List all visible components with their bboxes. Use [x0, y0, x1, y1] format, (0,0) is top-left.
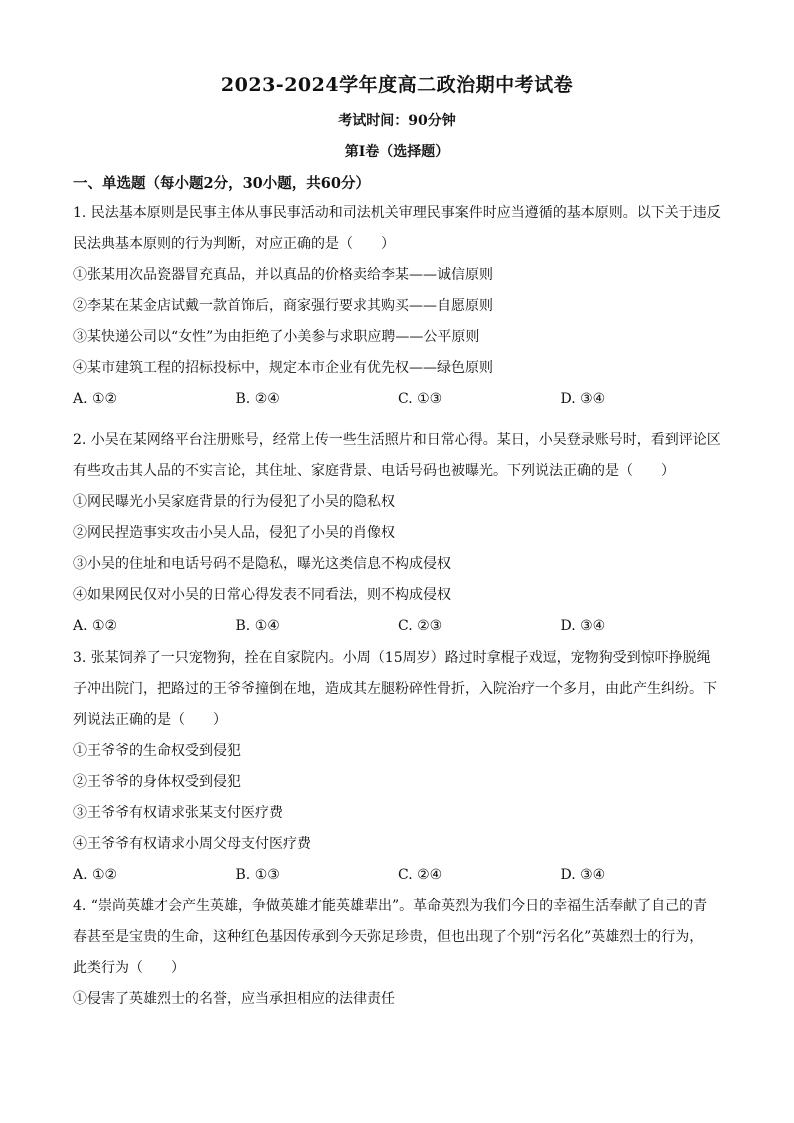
option-c[interactable]: C. ①③ [398, 391, 443, 407]
answer-options [73, 611, 723, 642]
question-stem-line: 4. “崇尚英雄才会产生英雄，争做英雄才能英雄辈出”。革命英烈为我们今日的幸福生活奉献了自己的青 [73, 898, 708, 914]
exam-title: 2023-2024学年度高二政治期中考试卷 [220, 74, 574, 96]
question-stem-line: 子冲出院门，把路过的王爷爷撞倒在地，造成其左腿粉碎性骨折，入院治疗一个多月，由此产生纠纷。下 [73, 681, 717, 697]
option-c[interactable]: C. ②④ [398, 867, 443, 883]
option-b[interactable]: B. ②④ [235, 391, 280, 407]
option-d[interactable]: D. ③④ [560, 867, 606, 883]
answer-options [73, 860, 723, 891]
statement: ④如果网民仅对小吴的日常心得发表不同看法，则不构成侵权 [73, 587, 451, 603]
question-stem-line: 2. 小吴在某网络平台注册账号，经常上传一些生活照片和日常心得。某日，小吴登录账号时，看到评论区 [73, 432, 721, 448]
option-a[interactable]: A. ①② [73, 391, 118, 407]
exam-time: 考试时间：90分钟 [338, 113, 456, 129]
option-a[interactable]: A. ①② [73, 867, 118, 883]
question-2 [73, 425, 723, 642]
section-heading: 一、单选题（每小题2分，30小题，共60分） [73, 175, 370, 192]
statement: ④某市建筑工程的招标投标中，规定本市企业有优先权——绿色原则 [73, 360, 493, 376]
option-c[interactable]: C. ②③ [398, 618, 443, 634]
statement: ①侵害了英雄烈士的名誉，应当承担相应的法律责任 [73, 991, 395, 1007]
answer-options [73, 384, 723, 415]
question-stem-line: 3. 张某饲养了一只宠物狗，拴在自家院内。小周（15周岁）路过时拿棍子戏逗，宠物狗受到惊吓挣脱绳 [73, 650, 711, 666]
question-3 [73, 643, 723, 891]
statement: ③某快递公司以“女性”为由拒绝了小美参与求职应聘——公平原则 [73, 329, 480, 345]
question-stem-line: 此类行为（ ） [73, 960, 185, 976]
option-b[interactable]: B. ①④ [235, 618, 280, 634]
question-4 [73, 891, 723, 1015]
statement: ③王爷爷有权请求张某支付医疗费 [73, 805, 283, 821]
statement: ①网民曝光小吴家庭背景的行为侵犯了小吴的隐私权 [73, 494, 395, 510]
volume-heading: 第I卷（选择题） [344, 144, 450, 160]
option-b[interactable]: B. ①③ [235, 867, 280, 883]
question-stem-line: 有些攻击其人品的不实言论，其住址、家庭背景、电话号码也被曝光。下列说法正确的是（ ） [73, 463, 675, 479]
option-d[interactable]: D. ③④ [560, 391, 606, 407]
statement: ①王爷爷的生命权受到侵犯 [73, 743, 241, 759]
statement: ②网民捏造事实攻击小吴人品，侵犯了小吴的肖像权 [73, 525, 395, 541]
question-stem-line: 列说法正确的是（ ） [73, 712, 227, 728]
question-stem-line: 民法典基本原则的行为判断，对应正确的是（ ） [73, 236, 395, 252]
question-1 [73, 198, 723, 415]
statement: ②李某在某金店试戴一款首饰后，商家强行要求其购买——自愿原则 [73, 298, 493, 314]
statement: ②王爷爷的身体权受到侵犯 [73, 774, 241, 790]
statement: ④王爷爷有权请求小周父母支付医疗费 [73, 836, 311, 852]
question-stem-line: 春甚至是宝贵的生命，这种红色基因传承到今天弥足珍贵，但也出现了个别“污名化”英雄烈士的行为， [73, 929, 704, 945]
option-d[interactable]: D. ③④ [560, 618, 606, 634]
question-stem-line: 1. 民法基本原则是民事主体从事民事活动和司法机关审理民事案件时应当遵循的基本原则。以下关于违反 [73, 205, 721, 221]
option-a[interactable]: A. ①② [73, 618, 118, 634]
statement: ③小吴的住址和电话号码不是隐私，曝光这类信息不构成侵权 [73, 556, 451, 572]
statement: ①张某用次品瓷器冒充真品，并以真品的价格卖给李某——诚信原则 [73, 267, 493, 283]
